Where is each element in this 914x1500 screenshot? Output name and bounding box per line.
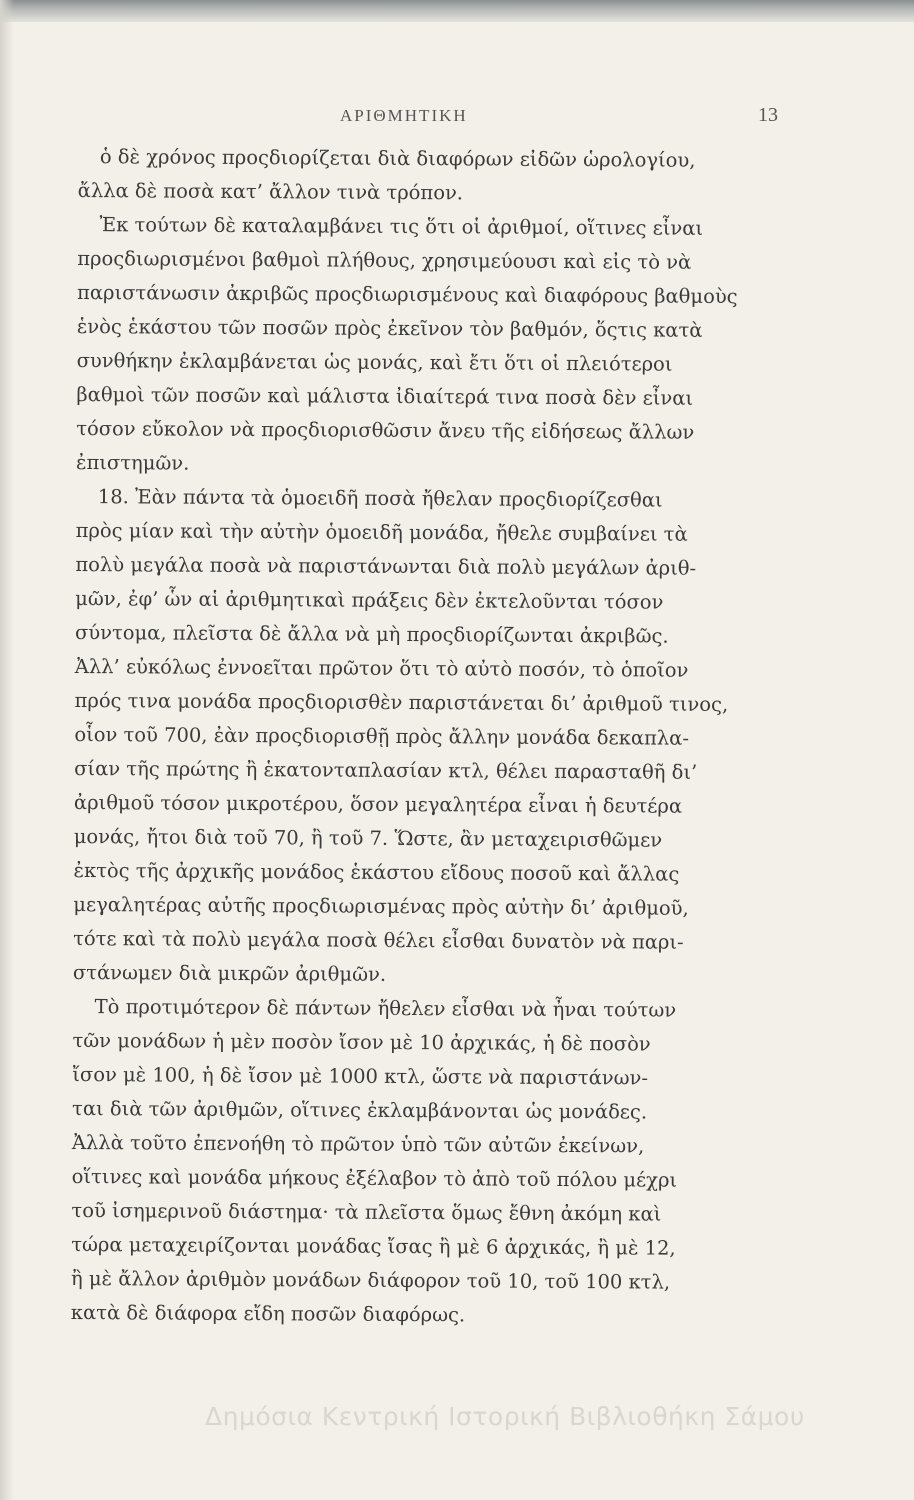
text-line: τώρα μεταχειρίζονται μονάδας ἴσας ἢ μὲ 6 ἀρχικάς, ἢ μὲ 12, <box>71 1232 676 1260</box>
text-line: Τὸ προτιμότερον δὲ πάντων ἤθελεν εἶσθαι νὰ ἦναι τούτων <box>94 995 677 1022</box>
running-head: ΑΡΙΘΜΗΤΙΚΗ <box>340 106 468 125</box>
scan-left-edge <box>0 0 14 1500</box>
text-line: Ἀλλ’ εὐκόλως ἐννοεῖται πρῶτον ὅτι τὸ αὐτὸ ποσόν, τὸ ὁποῖον <box>74 654 689 682</box>
text-line: κατὰ δὲ διάφορα εἴδη ποσῶν διαφόρως. <box>70 1300 466 1327</box>
page-number: 13 <box>758 104 778 126</box>
text-line: τότε καὶ τὰ πολὺ μεγάλα ποσὰ θέλει εἶσθαι δυνατὸν νὰ παρι- <box>73 926 684 954</box>
text-line: ἀριθμοῦ τόσον μικροτέρου, ὅσον μεγαλητέρα εἶναι ἡ δευτέρα <box>73 790 683 818</box>
text-line: στάνωμεν διὰ μικρῶν ἀριθμῶν. <box>72 960 387 986</box>
text-line: οἵτινες καὶ μονάδα μήκους ἐξέλαβον τὸ ἀπὸ τοῦ πόλου μέχρι <box>71 1164 678 1192</box>
text-line: ται διὰ τῶν ἀριθμῶν, οἵτινες ἐκλαμβάνονται ὡς μονάδες. <box>72 1096 648 1124</box>
text-line: σύντομα, πλεῖστα δὲ ἄλλα νὰ μὴ προςδιορίζωνται ἀκριβῶς. <box>74 620 669 648</box>
text-line: 18. Ἐὰν πάντα τὰ ὁμοειδῆ ποσὰ ἤθελαν προςδιορίζεσθαι <box>97 485 663 512</box>
text-line: ἴσον μὲ 100, ἡ δὲ ἴσον μὲ 1000 κτλ, ὥστε νὰ παριστάνων- <box>72 1062 649 1090</box>
text-line: ὁ δὲ χρόνος προςδιορίζεται διὰ διαφόρων εἰδῶν ὡρολογίου, <box>99 145 696 172</box>
paragraph-1 <box>78 140 798 212</box>
page-body <box>71 140 798 1334</box>
text-line: πολὺ μεγάλα ποσὰ νὰ παριστάνωνται διὰ πολὺ μεγάλων ἀριθ- <box>75 552 697 580</box>
text-line: παριστάνωσιν ἀκριβῶς προςδιωρισμένους καὶ διαφόρους βαθμοὺς <box>76 280 738 309</box>
text-line: πρός τινα μονάδα προςδιορισθὲν παριστάνεται δι’ ἀριθμοῦ τινος, <box>74 688 729 716</box>
text-line: πρὸς μίαν καὶ τὴν αὐτὴν ὁμοειδῆ μονάδα, ἤθελε συμβαίνει τὰ <box>75 518 688 546</box>
text-line: ἐπιστημῶν. <box>75 450 190 475</box>
text-line: Ἐκ τούτων δὲ καταλαμβάνει τις ὅτι οἱ ἀριθμοί, οἵτινες εἶναι <box>99 213 704 240</box>
paragraph-4 <box>71 990 793 1334</box>
text-line: ἐκτὸς τῆς ἀρχικῆς μονάδος ἑκάστου εἴδους ποσοῦ καὶ ἄλλας <box>73 858 680 886</box>
text-line: μονάς, ἤτοι διὰ τοῦ 70, ἢ τοῦ 7. Ὥστε, ἂν μεταχειρισθῶμεν <box>73 824 663 852</box>
text-line: ἢ μὲ ἄλλον ἀριθμὸν μονάδων διάφορον τοῦ 10, τοῦ 100 κτλ, <box>70 1266 671 1294</box>
paragraph-3 <box>73 480 796 994</box>
text-line: ἑνὸς ἑκάστου τῶν ποσῶν πρὸς ἐκεῖνον τὸν βαθμόν, ὅςτις κατὰ <box>76 314 703 342</box>
text-line: συνθήκην ἐκλαμβάνεται ὡς μονάς, καὶ ἔτι ὅτι οἱ πλειότεροι <box>76 348 673 376</box>
text-line: οἷον τοῦ 700, ἐὰν προςδιορισθῇ πρὸς ἄλλην μονάδα δεκαπλα- <box>74 722 690 750</box>
scan-top-edge <box>0 0 914 22</box>
text-line: τῶν μονάδων ἡ μὲν ποσὸν ἴσον μὲ 10 ἀρχικάς, ἡ δὲ ποσὸν <box>72 1028 651 1056</box>
text-line: τοῦ ἰσημερινοῦ διάστημα· τὰ πλεῖστα ὅμως ἔθνη ἀκόμη καὶ <box>71 1198 662 1226</box>
text-line: προςδιωρισμένοι βαθμοὶ πλήθους, χρησιμεύουσι καὶ εἰς τὸ νὰ <box>77 246 692 274</box>
text-line: μῶν, ἐφ’ ὧν αἱ ἀριθμητικαὶ πράξεις δὲν ἐκτελοῦνται τόσον <box>75 586 664 614</box>
paragraph-2 <box>76 208 798 484</box>
text-line: τόσον εὔκολον νὰ προςδιορισθῶσιν ἄνευ τῆς εἰδήσεως ἄλλων <box>76 416 695 444</box>
text-line: Ἀλλὰ τοῦτο ἐπενοήθη τὸ πρῶτον ὑπὸ τῶν αὐτῶν ἐκείνων, <box>71 1130 645 1158</box>
text-line: ἄλλα δὲ ποσὰ κατ’ ἄλλον τινὰ τρόπον. <box>77 178 464 205</box>
text-line: μεγαλητέρας αὐτῆς προςδιωρισμένας πρὸς αὐτὴν δι’ ἀριθμοῦ, <box>73 892 689 920</box>
library-watermark: Δημόσια Κεντρική Ιστορική Βιβλιοθήκη Σάμου <box>205 1402 805 1431</box>
page-header <box>0 106 914 136</box>
text-line: σίαν τῆς πρώτης ἢ ἑκατονταπλασίαν κτλ, θέλει παρασταθῆ δι’ <box>74 756 698 784</box>
text-line: βαθμοὶ τῶν ποσῶν καὶ μάλιστα ἰδιαίτερά τινα ποσὰ δὲν εἶναι <box>76 382 694 410</box>
